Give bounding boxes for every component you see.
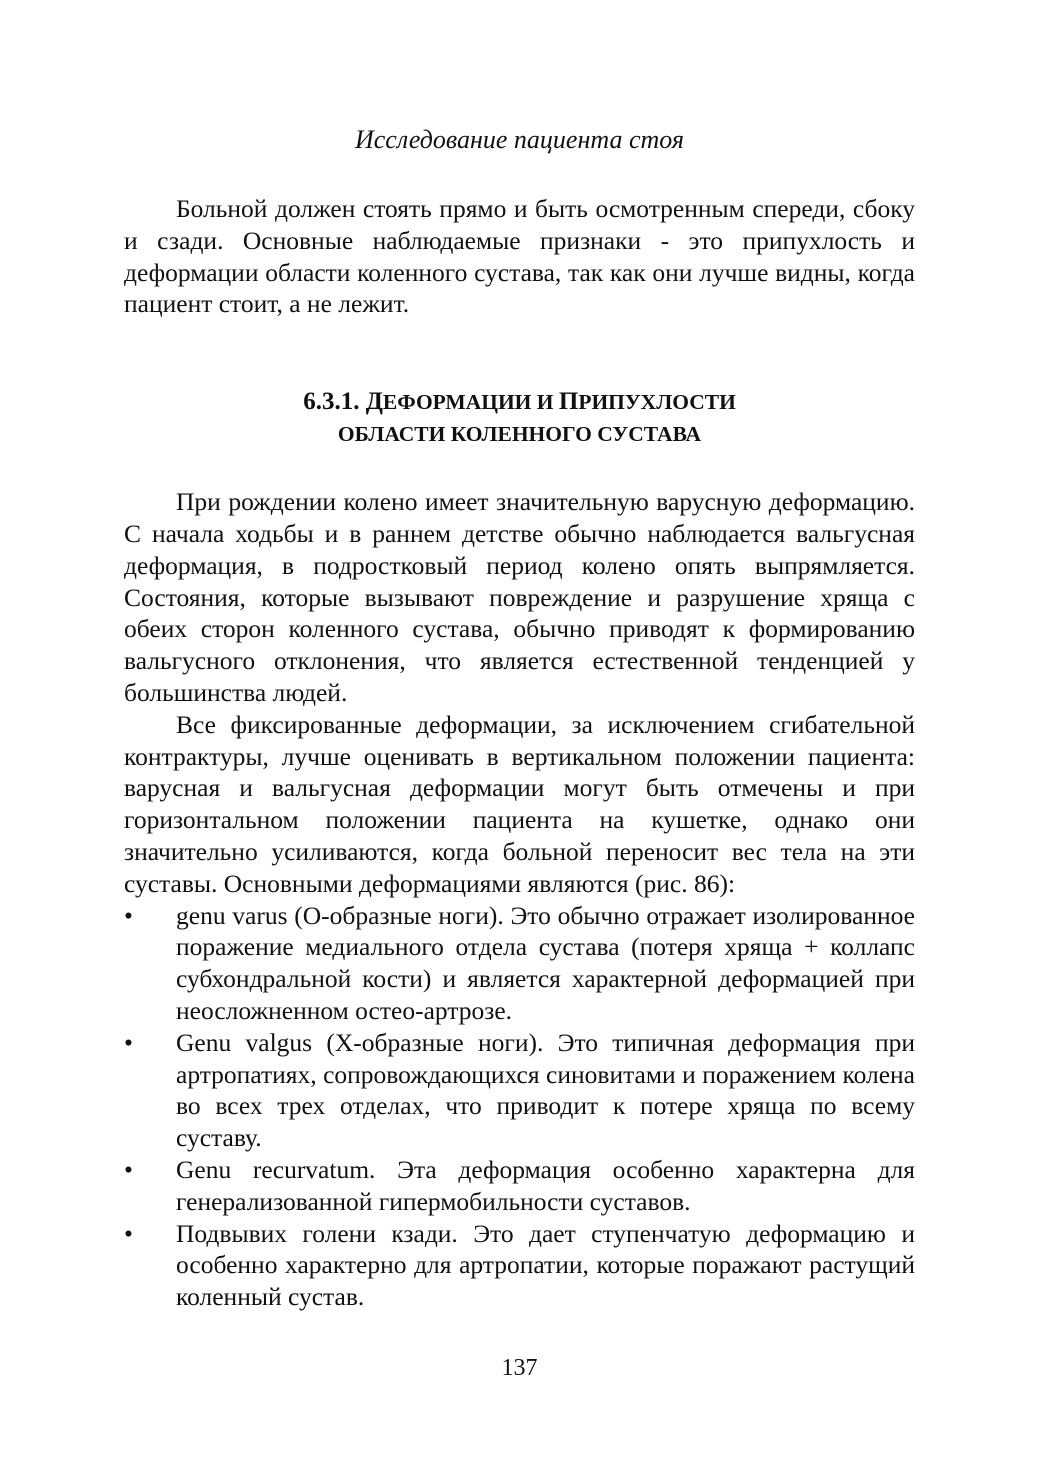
subsection-heading: Исследование пациента стоя — [354, 125, 685, 154]
list-item — [124, 1154, 915, 1218]
deformation-list — [124, 900, 915, 1313]
bullet-icon: • — [124, 1154, 133, 1184]
list-item-text: Genu valgus (Х-образные ноги). Это типичная деформация при артропатиях, сопровождающихся синовитами и поражением колена во всех трех отделах, что приводит к потере хряща по всему суставу. — [176, 1027, 915, 1153]
body-paragraph-2: Все фиксированные деформации, за исключением сгибательной контрактуры, лучше оценивать в вертикальном положении пациента: варусная и вальгусная деформации могут быть отмечены и при горизонтальном положении пациента на кушетке, однако они значительно усиливаются, когда больной переносит вес тела на эти суставы. Основными деформациями являются (рис. 86): — [124, 709, 915, 898]
list-item — [124, 900, 915, 1027]
section-title-capital: П — [558, 388, 579, 416]
section-number: 6.3.1. Д — [303, 388, 383, 416]
section-title-part-1: ЕФОРМАЦИИ И — [382, 390, 559, 415]
body-paragraph-1: При рождении колено имеет значительную варусную деформацию. С начала ходьбы и в раннем детстве обычно наблюдается вальгусная деформация, в подростковый период колено опять выпрямляется. Состояния, которые вызывают повреждение и разрушение хряща с обеих сторон коленного сустава, обычно приводят к формированию вальгусного отклонения, что является естественной тенденцией у большинства людей. — [124, 487, 915, 707]
intro-paragraph: Больной должен стоять прямо и быть осмотренным спереди, сбоку и сзади. Основные наблюдаемые признаки - это припухлость и деформации области коленного сустава, так как они лучше видны, когда пациент стоит, а не лежит. — [124, 194, 915, 319]
list-item — [124, 1027, 915, 1154]
section-heading-line-2: ОБЛАСТИ КОЛЕННОГО СУСТАВА — [337, 422, 702, 447]
section-title-part-2: РИПУХЛОСТИ — [578, 390, 736, 415]
bullet-icon: • — [124, 900, 133, 930]
section-heading-line-1 — [124, 386, 915, 418]
page-number: 137 — [501, 1355, 538, 1381]
list-item-text: Подвывих голени кзади. Это дает ступенчатую деформацию и особенно характерно для артропатии, которые поражают растущий коленный сустав. — [176, 1218, 915, 1312]
section-heading — [124, 386, 915, 450]
bullet-icon: • — [124, 1027, 133, 1057]
page-content — [124, 120, 915, 1313]
bullet-icon: • — [124, 1218, 133, 1248]
list-item-text: genu varus (О-образные ноги). Это обычно отражает изолированное поражение медиального отдела сустава (потеря хряща + коллапс субхондральной кости) и является характерной деформацией при неосложненном остео-артрозе. — [176, 900, 915, 1025]
list-item — [124, 1218, 915, 1313]
list-item-text: Genu recurvatum. Эта деформация особенно характерна для генерализованной гипермобильности суставов. — [176, 1154, 915, 1216]
